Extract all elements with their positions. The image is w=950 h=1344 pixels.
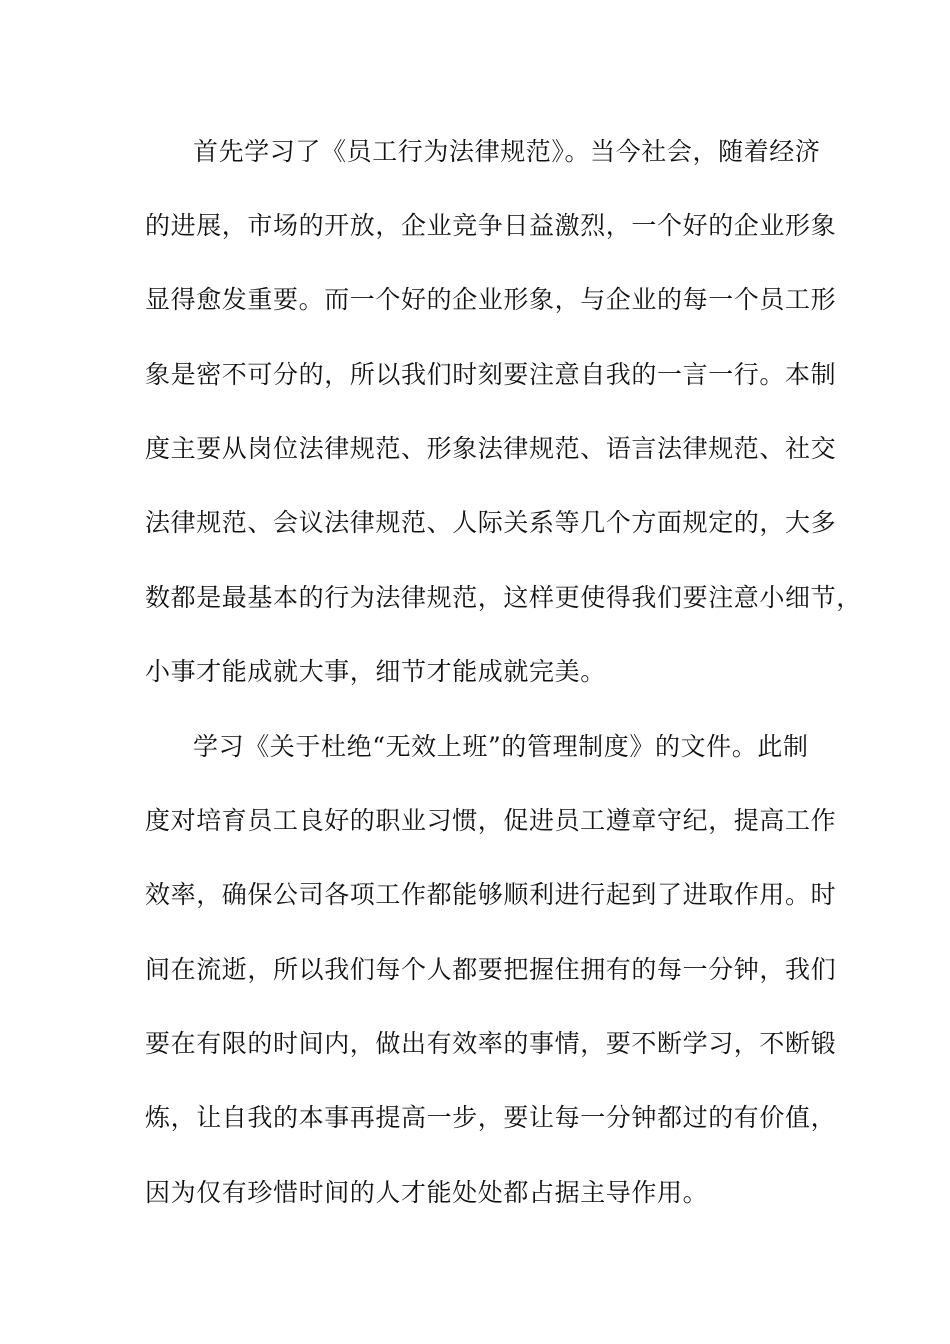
- paragraph-2-line-7: 因为仅有珍惜时间的人才能处处都占据主导作用。: [145, 1178, 709, 1207]
- paragraph-1-line-6: 法律规范、会议法律规范、人际关系等几个方面规定的，大多: [145, 508, 837, 537]
- paragraph-2-line-4: 间在流逝，所以我们每个人都要把握住拥有的每一分钟，我们: [145, 955, 837, 984]
- paragraph-1-line-5: 度主要从岗位法律规范、形象法律规范、语言法律规范、社交: [145, 434, 837, 463]
- paragraph-1-line-3: 显得愈发重要。而一个好的企业形象，与企业的每一个员工形: [145, 285, 837, 314]
- paragraph-1-line-2: 的进展，市场的开放，企业竞争日益激烈，一个好的企业形象: [145, 211, 837, 240]
- paragraph-1-line-7: 数都是最基本的行为法律规范，这样更使得我们要注意小细节，: [145, 583, 862, 612]
- paragraph-1-line-1: 首先学习了《员工行为法律规范》。当今社会，随着经济: [193, 137, 821, 166]
- paragraph-2-line-1: 学习《关于杜绝“无效上班”的管理制度》的文件。此制: [193, 732, 809, 761]
- paragraph-2-line-3: 效率，确保公司各项工作都能够顺利进行起到了进取作用。时: [145, 880, 837, 909]
- paragraph-2-line-6: 炼，让自我的本事再提高一步，要让每一分钟都过的有价值，: [145, 1103, 837, 1132]
- paragraph-1-line-4: 象是密不可分的，所以我们时刻要注意自我的一言一行。本制: [145, 360, 837, 389]
- paragraph-1-line-8: 小事才能成就大事，细节才能成就完美。: [145, 657, 606, 686]
- paragraph-2-line-5: 要在有限的时间内，做出有效率的事情，要不断学习，不断锻: [145, 1029, 837, 1058]
- paragraph-2-line-2: 度对培育员工良好的职业习惯，促进员工遵章守纪，提高工作: [145, 806, 837, 835]
